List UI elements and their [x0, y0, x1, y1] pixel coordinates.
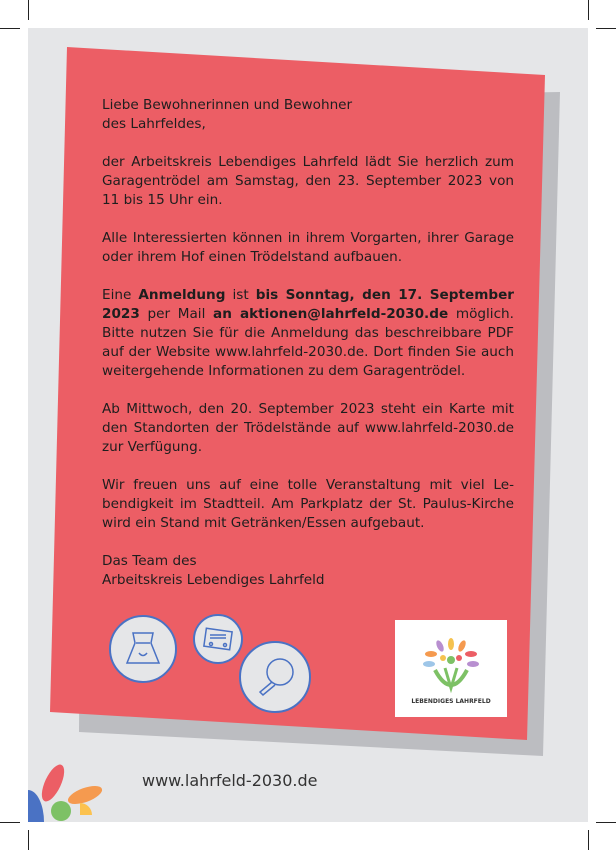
signature-line: Das Team des: [102, 553, 197, 569]
tree-logo-icon: [395, 620, 507, 700]
text: möglich. Bitte nutzen Sie für die Anmeldung das beschreibbare PDF auf der Website www.lahrfeld-2030.de. Dort finden Sie auch weitergehende Informationen zu dem Garagentrödel.: [102, 306, 514, 379]
paragraph-registration: [102, 286, 514, 381]
paragraph-map: Ab Mittwoch, den 20. September 2023 steht ein Karte mit den Standorten der Trödelstände auf www.lahrfeld-2030.de zur Verfügung.: [102, 401, 514, 455]
registration-email: an aktionen@lahrfeld-2030.de: [213, 306, 449, 322]
letter-text: [102, 96, 514, 609]
text-bold: Anmeldung: [138, 287, 226, 303]
radio-icon: [193, 614, 243, 664]
paragraph-stands: Alle Interessierten können in ihrem Vorgarten, ihrer Garage oder ihrem Hof einen Trödelstand aufbauen.: [102, 230, 514, 265]
text: per Mail: [139, 306, 214, 322]
logo-text: LEBENDIGES LAHRFELD: [411, 698, 491, 705]
greeting-line: des Lahrfeldes,: [102, 116, 206, 132]
registration-deadline: bis Sonntag, den 17. September 2023: [102, 287, 515, 322]
greeting-line: Liebe Bewohnerinnen und Bewohner: [102, 97, 353, 113]
flower-decoration-icon: [28, 761, 104, 822]
lebendiges-lahrfeld-logo: [395, 620, 507, 717]
signature-line: Arbeitskreis Lebendiges Lahrfeld: [102, 572, 325, 588]
paragraph-invitation: der Arbeitskreis Lebendiges Lahrfeld lädt Sie herzlich zum Garagentrödel am Samstag, den 23. September 2023 von 11 bis 15 Uhr ein.: [102, 154, 514, 208]
text: ist: [225, 287, 256, 303]
paragraph-closing: Wir freuen uns auf eine tolle Veranstaltung mit viel Lebendigkeit im Stadtteil. Am Parkplatz der St. Paulus-Kirche wird ein Stand mit Getränken/Essen aufgebaut.: [102, 477, 514, 531]
greeting: [102, 96, 514, 134]
signature: [102, 552, 514, 590]
dress-icon: [109, 615, 177, 683]
text: Eine: [102, 287, 139, 303]
footer-website-link[interactable]: www.lahrfeld-2030.de: [142, 771, 318, 790]
table-tennis-paddle-icon: [239, 641, 311, 713]
